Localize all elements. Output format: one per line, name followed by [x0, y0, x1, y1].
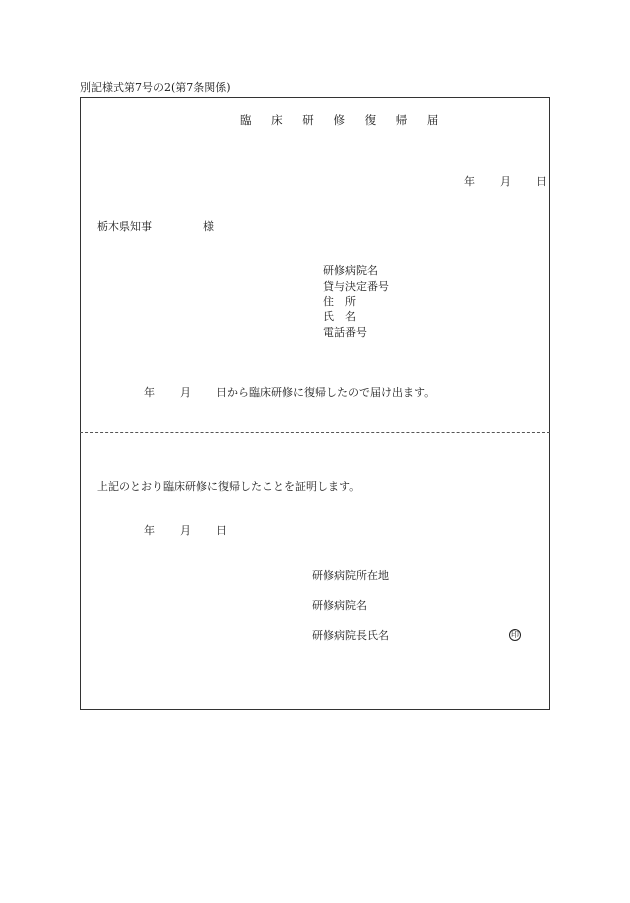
addressee-name: 栃木県知事 — [97, 220, 152, 233]
form-frame — [80, 97, 550, 710]
seal-mark: 印 — [511, 630, 519, 639]
date-day-label: 日 — [536, 175, 547, 188]
applicant-field-phone: 電話番号 — [323, 326, 367, 339]
date-month-label: 月 — [500, 175, 511, 188]
form-number: 別記様式第7号の2(第7条関係) — [80, 81, 231, 94]
applicant-field-address: 住 所 — [323, 295, 356, 308]
certification-month: 月 — [180, 524, 191, 537]
applicant-field-name: 氏 名 — [323, 310, 356, 323]
statement-year: 年 — [144, 386, 155, 399]
certification-year: 年 — [144, 524, 155, 537]
hospital-field-location: 研修病院所在地 — [312, 569, 389, 582]
form-title: 臨 床 研 修 復 帰 届 — [240, 113, 447, 127]
cut-line — [80, 432, 550, 433]
addressee-honorific: 様 — [203, 220, 214, 233]
date-year-label: 年 — [464, 175, 475, 188]
applicant-field-hospital-name: 研修病院名 — [323, 264, 378, 277]
applicant-field-loan-number: 貸与決定番号 — [323, 280, 389, 293]
statement-month: 月 — [180, 386, 191, 399]
hospital-field-name: 研修病院名 — [312, 599, 367, 612]
certification-text: 上記のとおり臨床研修に復帰したことを証明します。 — [97, 480, 361, 493]
certification-day: 日 — [216, 524, 227, 537]
hospital-field-director: 研修病院長氏名 — [312, 629, 389, 642]
statement-text: 日から臨床研修に復帰したので届け出ます。 — [216, 386, 436, 399]
